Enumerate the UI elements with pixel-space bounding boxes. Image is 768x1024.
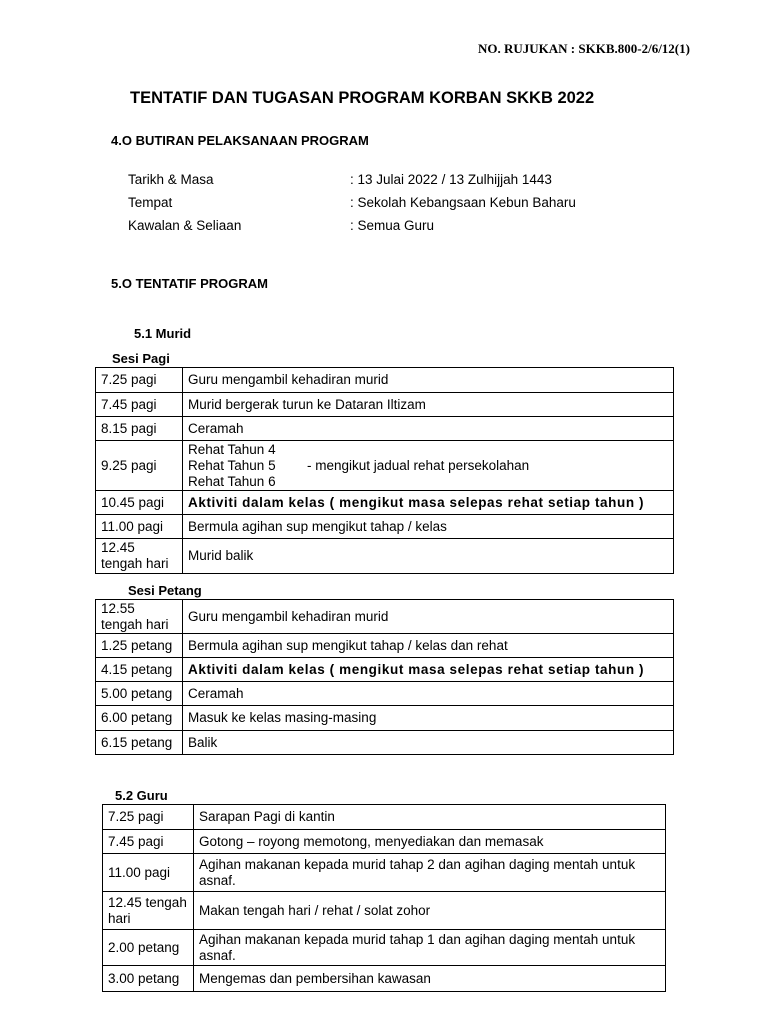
time-cell: 7.45 pagi [96, 393, 183, 417]
time-cell: 5.00 petang [96, 682, 183, 706]
table-row [103, 892, 666, 930]
sesi-pagi-heading: Sesi Pagi [112, 351, 170, 366]
time-cell: 1.25 petang [96, 634, 183, 658]
activity-cell: Bermula agihan sup mengikut tahap / kelas dan rehat [183, 634, 674, 658]
activity-cell: Aktiviti dalam kelas ( mengikut masa selepas rehat setiap tahun ) [183, 491, 674, 515]
table-row [103, 930, 666, 966]
time-cell: 6.00 petang [96, 706, 183, 731]
activity-cell: Makan tengah hari / rehat / solat zohor [194, 892, 666, 930]
info-label-supervision: Kawalan & Seliaan [128, 218, 242, 233]
activity-cell: Murid bergerak turun ke Dataran Iltizam [183, 393, 674, 417]
table-row [96, 441, 674, 491]
time-cell: 12.55 tengah hari [96, 600, 183, 634]
table-row [96, 658, 674, 682]
table-row [103, 966, 666, 992]
time-cell: 11.00 pagi [103, 854, 194, 892]
activity-cell: Ceramah [183, 682, 674, 706]
activity-cell: Gotong – royong memotong, menyediakan dan memasak [194, 830, 666, 854]
activity-cell: Sarapan Pagi di kantin [194, 805, 666, 830]
time-cell: 11.00 pagi [96, 515, 183, 539]
table-row [96, 731, 674, 755]
section-5-heading: 5.O TENTATIF PROGRAM [111, 276, 268, 291]
table-row [96, 634, 674, 658]
table-row [103, 830, 666, 854]
time-cell: 6.15 petang [96, 731, 183, 755]
guru-table [102, 804, 666, 992]
activity-cell: Agihan makanan kepada murid tahap 2 dan agihan daging mentah untuk asnaf. [194, 854, 666, 892]
time-cell: 9.25 pagi [96, 441, 183, 491]
sesi-petang-heading: Sesi Petang [128, 583, 202, 598]
reference-number: NO. RUJUKAN : SKKB.800-2/6/12(1) [478, 41, 690, 56]
table-row [96, 600, 674, 634]
info-value-venue: : Sekolah Kebangsaan Kebun Baharu [350, 195, 576, 210]
info-value-supervision: : Semua Guru [350, 218, 435, 233]
table-row [96, 706, 674, 731]
time-cell: 7.25 pagi [96, 368, 183, 393]
activity-cell: Agihan makanan kepada murid tahap 1 dan agihan daging mentah untuk asnaf. [194, 930, 666, 966]
table-row [96, 417, 674, 441]
table-row [96, 515, 674, 539]
time-cell: 2.00 petang [103, 930, 194, 966]
section-4-heading: 4.O BUTIRAN PELAKSANAAN PROGRAM [111, 133, 369, 148]
table-row [96, 682, 674, 706]
activity-cell: Mengemas dan pembersihan kawasan [194, 966, 666, 992]
time-cell: 7.25 pagi [103, 805, 194, 830]
info-label-venue: Tempat [128, 195, 173, 210]
table-row [96, 491, 674, 515]
time-cell: 4.15 petang [96, 658, 183, 682]
table-row [103, 805, 666, 830]
section-5-1-heading: 5.1 Murid [134, 326, 192, 341]
rehat-note: - mengikut jadual rehat persekolahan [307, 457, 530, 473]
rehat-tahun-6: Rehat Tahun 6 [188, 473, 276, 489]
sesi-petang-table [95, 599, 674, 755]
activity-cell: Masuk ke kelas masing-masing [183, 706, 674, 731]
activity-cell: Ceramah [183, 417, 674, 441]
time-cell: 12.45 tengah hari [96, 539, 183, 574]
rehat-tahun-4: Rehat Tahun 4 [188, 441, 276, 457]
rehat-tahun-5: Rehat Tahun 5 [188, 457, 276, 473]
table-row [96, 368, 674, 393]
rehat-cell [183, 441, 674, 491]
activity-cell: Bermula agihan sup mengikut tahap / kelas [183, 515, 674, 539]
table-row [96, 539, 674, 574]
rehat-tahun-5-line [188, 458, 668, 474]
activity-cell: Balik [183, 731, 674, 755]
activity-cell: Guru mengambil kehadiran murid [183, 368, 674, 393]
info-label-date: Tarikh & Masa [128, 172, 214, 187]
sesi-pagi-table [95, 367, 674, 574]
time-cell: 8.15 pagi [96, 417, 183, 441]
section-5-2-heading: 5.2 Guru [115, 788, 168, 803]
time-cell: 10.45 pagi [96, 491, 183, 515]
activity-cell: Murid balik [183, 539, 674, 574]
time-cell: 7.45 pagi [103, 830, 194, 854]
table-row [103, 854, 666, 892]
activity-cell: Guru mengambil kehadiran murid [183, 600, 674, 634]
table-row [96, 393, 674, 417]
activity-cell: Aktiviti dalam kelas ( mengikut masa selepas rehat setiap tahun ) [183, 658, 674, 682]
info-value-date: : 13 Julai 2022 / 13 Zulhijjah 1443 [350, 172, 552, 187]
time-cell: 12.45 tengah hari [103, 892, 194, 930]
document-title: TENTATIF DAN TUGASAN PROGRAM KORBAN SKKB 2022 [130, 89, 595, 107]
time-cell: 3.00 petang [103, 966, 194, 992]
